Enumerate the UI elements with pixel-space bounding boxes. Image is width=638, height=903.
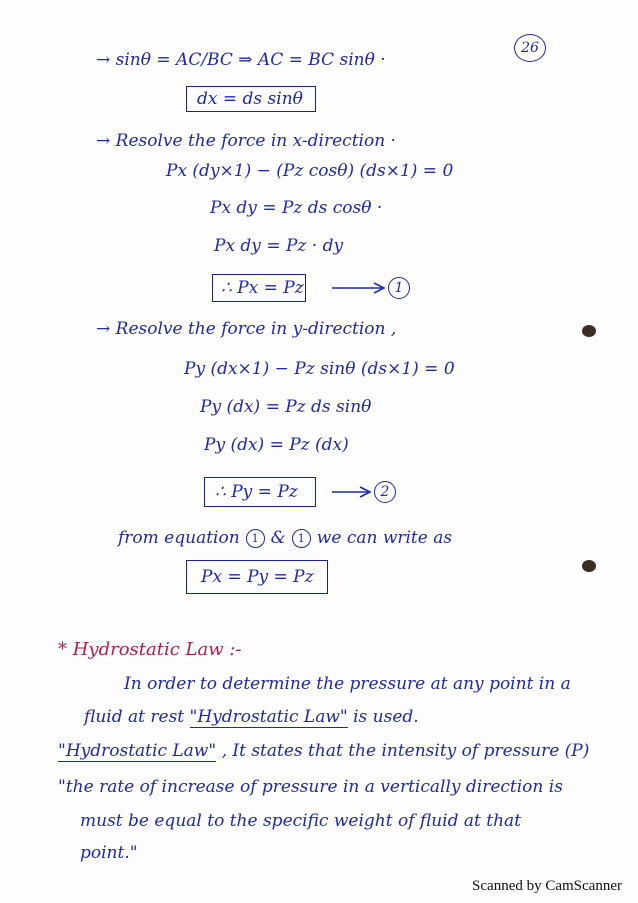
equation-ref-small-1: 1 — [246, 529, 265, 548]
paragraph-line-2 — [84, 709, 419, 726]
equation-x-step-1: Px dy = Pz ds cosθ · — [210, 198, 383, 218]
hole-punch-mark — [582, 325, 596, 337]
right-arrow-icon — [330, 484, 374, 500]
page-number: 26 — [514, 34, 546, 62]
equation-x-step-2: Px dy = Pz · dy — [214, 236, 344, 256]
hole-punch-mark — [582, 560, 596, 572]
boxed-text-final: Px = Py = Pz — [201, 567, 314, 587]
equation-x-balance: Px (dy×1) − (Pz cosθ) (ds×1) = 0 — [166, 161, 454, 181]
section-heading-hydrostatic-law — [58, 641, 242, 659]
boxed-result-py-pz — [204, 477, 316, 507]
line-sin-relation: → sinθ = AC/BC ⇒ AC = BC sinθ · — [96, 50, 386, 70]
boxed-text-dx: dx = ds sinθ — [197, 89, 303, 109]
text-hydrostatic-law-underlined: "Hydrostatic Law" — [189, 707, 348, 727]
from-equation-text: from equation — [118, 528, 240, 548]
we-can-write-text: we can write as — [316, 528, 453, 548]
text-hydrostatic-law-quote: "Hydrostatic Law" — [58, 741, 217, 761]
heading-text: * Hydrostatic Law :- — [58, 639, 242, 660]
line-resolve-y: → Resolve the force in y-direction , — [96, 319, 397, 339]
text-is-used: is used. — [353, 707, 419, 727]
right-arrow-icon — [330, 280, 390, 296]
equation-ref-small-2: 1 — [292, 529, 311, 548]
equation-ref-1: 1 — [388, 277, 410, 299]
equation-y-step-1: Py (dx) = Pz ds sinθ — [200, 397, 372, 417]
paragraph-line-1: In order to determine the pressure at any point in a — [124, 674, 571, 694]
boxed-result-px-pz — [212, 274, 306, 302]
boxed-text-py-pz: ∴ Py = Pz — [215, 482, 298, 502]
text-it-states-that: , It states that the intensity of pressure (P) — [221, 741, 590, 761]
line-resolve-x: → Resolve the force in x-direction · — [96, 131, 396, 151]
paragraph-line-5: must be equal to the specific weight of fluid at that — [80, 811, 522, 831]
paragraph-line-4: "the rate of increase of pressure in a vertically direction is — [58, 777, 563, 797]
scanner-watermark: Scanned by CamScanner — [472, 878, 622, 894]
boxed-final-result — [186, 560, 328, 594]
and-symbol: & — [270, 528, 286, 548]
paragraph-line-6: point." — [80, 843, 138, 863]
paragraph-line-3 — [58, 743, 589, 760]
text-fluid-at-rest: fluid at rest — [84, 707, 185, 727]
line-from-equation — [118, 529, 452, 548]
boxed-text-px-pz: ∴ Px = Pz — [221, 278, 304, 298]
equation-ref-2: 2 — [374, 481, 396, 503]
equation-y-balance: Py (dx×1) − Pz sinθ (ds×1) = 0 — [184, 359, 455, 379]
boxed-result-dx — [186, 86, 316, 112]
equation-y-step-2: Py (dx) = Pz (dx) — [204, 435, 349, 455]
